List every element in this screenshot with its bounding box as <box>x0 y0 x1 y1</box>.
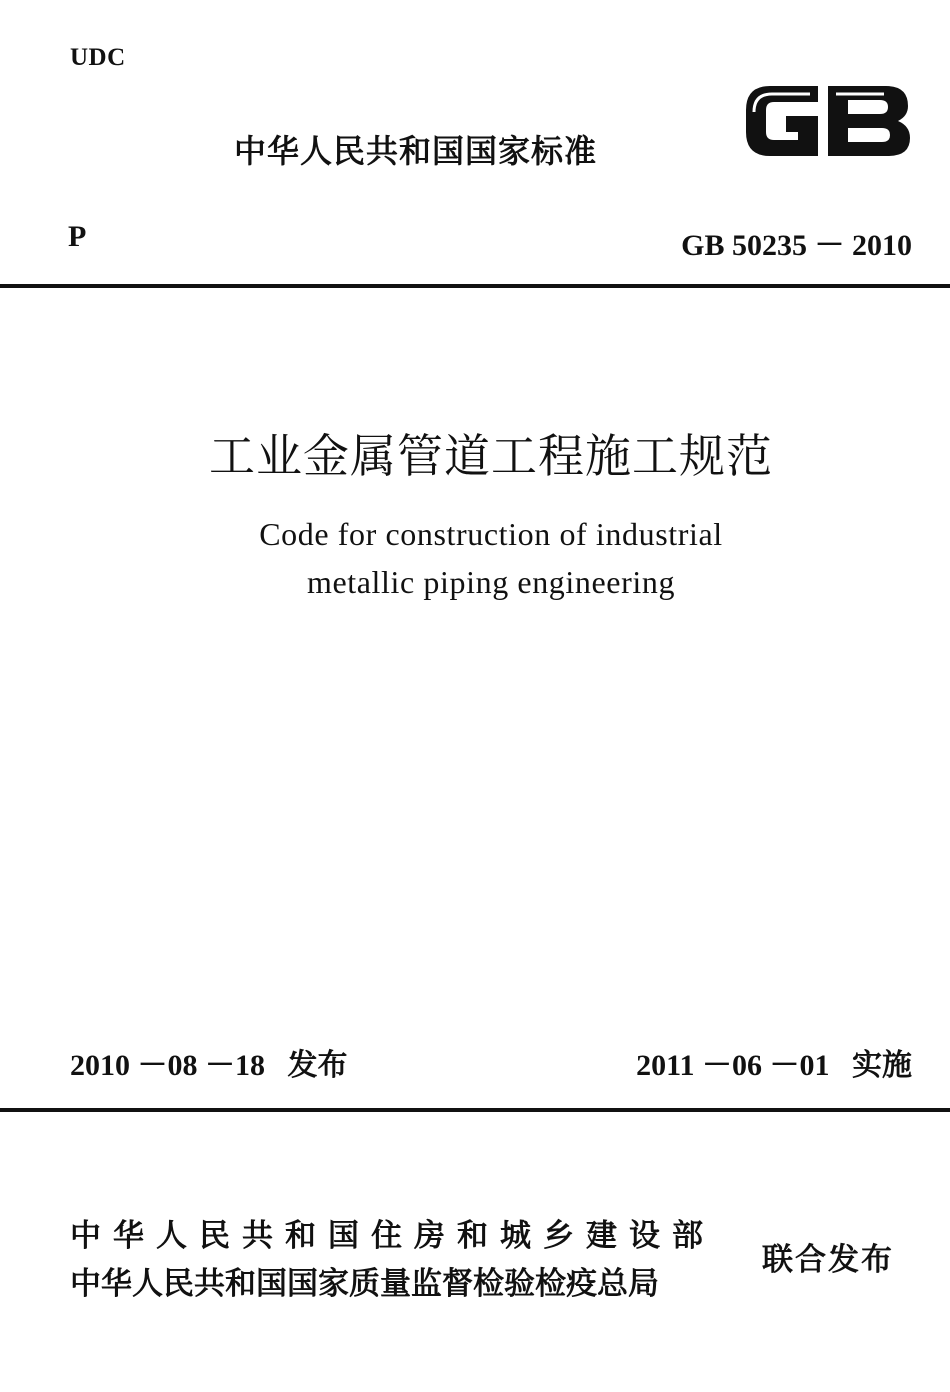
title-english-line-1: Code for construction of industrial <box>259 516 723 552</box>
title-chinese: 工业金属管道工程施工规范 <box>209 429 773 483</box>
bottom-divider <box>0 1108 950 1112</box>
implementation-date: 2011 －06 －01 <box>636 1049 830 1082</box>
standard-number: GB 50235 － 2010 <box>681 229 912 262</box>
issuer-ministry-housing: 中华人民共和国住房和城乡建设部 <box>70 1218 715 1254</box>
implementation-label: 实施 <box>852 1048 912 1083</box>
issue-label: 发布 <box>287 1048 348 1083</box>
classification-code: P <box>68 220 87 253</box>
issue-date-block <box>70 1040 348 1084</box>
top-divider <box>0 284 950 288</box>
implementation-date-block <box>636 1040 912 1084</box>
issue-date: 2010 －08 －18 <box>70 1049 265 1082</box>
udc-label: UDC <box>70 44 126 71</box>
title-english <box>0 510 950 606</box>
national-standard-heading: 中华人民共和国国家标准 <box>234 132 598 170</box>
issuer-aqsiq: 中华人民共和国国家质量监督检验检疫总局 <box>70 1266 659 1302</box>
gb-logo <box>740 76 914 164</box>
joint-issue-label: 联合发布 <box>762 1242 894 1278</box>
title-english-line-2: metallic piping engineering <box>306 564 676 600</box>
